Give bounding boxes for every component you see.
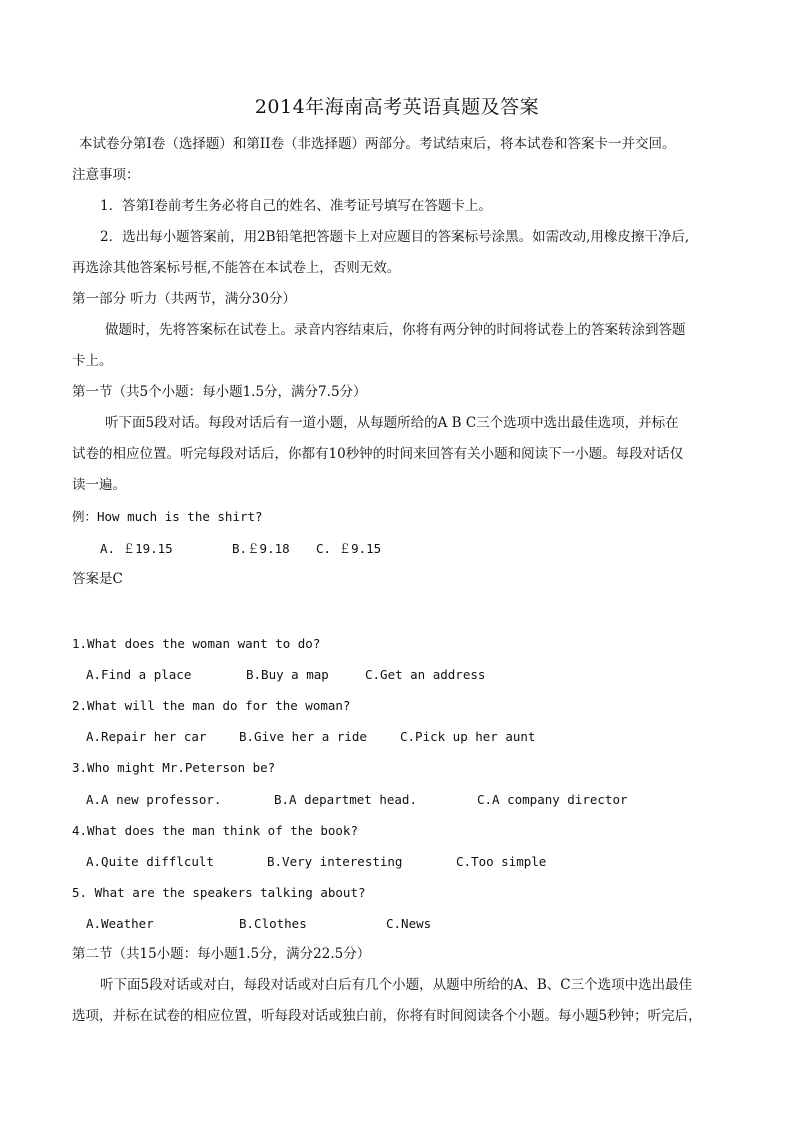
notice-item-1: 1．答第I卷前考生务必将自己的姓名、准考证号填写在答题卡上。 [100,198,492,214]
question-2-option-c: C.Pick up her aunt [400,729,536,744]
example-option-a: A. ￡19.15 [100,541,173,556]
question-5: 5. What are the speakers talking about? [72,885,366,900]
notice-item-2-line1: 2．选出每小题答案前，用2B铅笔把答题卡上对应题目的答案标号涂黑。如需改动,用橡皮擦干净后, [100,229,690,245]
example-question: 例：How much is the shirt? [72,509,263,524]
question-3-option-a: A.A new professor. [86,792,222,807]
section2-heading: 第二节（共15小题：每小题1.5分，满分22.5分） [72,946,371,962]
section1-instructions-line1: 听下面5段对话。每段对话后有一道小题，从每题所给的A B C三个选项中选出最佳选项，并标在 [105,415,679,431]
question-4-option-a: A.Quite difflcult [86,854,214,869]
question-3-option-c: C.A company director [477,792,628,807]
document-title: 2014年海南高考英语真题及答案 [254,96,540,118]
question-1-option-c: C.Get an address [365,667,486,682]
section1-heading: 第一节（共5个小题：每小题1.5分，满分7.5分） [72,384,367,400]
section2-instructions-line1: 听下面5段对话或对白，每段对话或对白后有几个小题，从题中所给的A、B、C三个选项中选出最佳 [100,977,693,993]
section1-instructions-line3: 读一遍。 [72,477,126,493]
notice-heading: 注意事项： [72,167,140,183]
question-5-option-c: C.News [386,916,432,931]
part1-heading: 第一部分 听力（共两节，满分30分） [72,291,296,307]
example-option-c: C. ￡9.15 [316,541,382,556]
example-answer: 答案是C [72,571,123,587]
section2-instructions-line2: 选项，并标在试卷的相应位置，听每段对话或独白前，你将有时间阅读各个小题。每小题5秒钟；听完后， [72,1008,702,1024]
question-3-option-b: B.A departmet head. [274,792,417,807]
question-5-option-b: B.Clothes [239,916,307,931]
question-1-option-a: A.Find a place [86,667,192,682]
intro-paragraph: 本试卷分第I卷（选择题）和第II卷（非选择题）两部分。考试结束后，将本试卷和答案卡一并交回。 [79,136,676,152]
question-1-option-b: B.Buy a map [246,667,329,682]
example-option-b: B.￡9.18 [232,541,290,556]
question-2: 2.What will the man do for the woman? [72,698,351,713]
question-2-option-b: B.Give her a ride [239,729,367,744]
notice-item-2-line2: 再选涂其他答案标号框,不能答在本试卷上，否则无效。 [72,260,401,276]
part1-instructions-line2: 卡上。 [72,353,113,369]
question-2-option-a: A.Repair her car [86,729,207,744]
section1-instructions-line2: 试卷的相应位置。听完每段对话后，你都有10秒钟的时间来回答有关小题和阅读下一小题。每段对话仅 [72,446,684,462]
question-5-option-a: A.Weather [86,916,154,931]
question-3: 3.Who might Mr.Peterson be? [72,760,276,775]
question-1: 1.What does the woman want to do? [72,636,321,651]
question-4-option-b: B.Very interesting [267,854,403,869]
question-4: 4.What does the man think of the book? [72,823,358,838]
question-4-option-c: C.Too simple [456,854,547,869]
part1-instructions-line1: 做题时，先将答案标在试卷上。录音内容结束后，你将有两分钟的时间将试卷上的答案转涂到答题 [105,322,686,338]
